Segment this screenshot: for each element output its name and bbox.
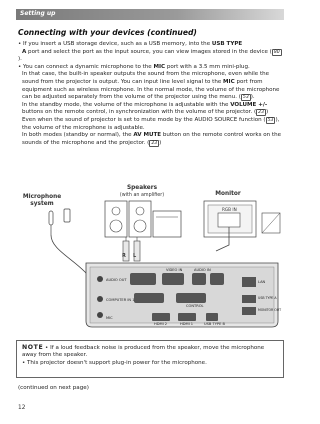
monitor-icon [204,201,280,237]
page-title: Connecting with your devices (continued) [18,28,197,37]
page-ref-icon[interactable]: 80 [273,49,280,55]
r-label: R [122,253,126,259]
continued-note: (continued on next page) [18,385,89,391]
page-ref-icon[interactable]: 53 [242,95,249,101]
paragraph-mic-detail: In that case, the built-in speaker outputs the sound from the microphone, even while the sound from the projector is output. You can input line level signal to the MIC port from equipment such as wireless microphone. In the normal mode, the volume of the microphone can be adjusted separately from the volume of the projector using the menu. ( 53 ). [22,71,280,101]
page-number: 12 [18,405,26,411]
control-label: CONTROL [186,304,204,308]
usb-type-a-label: USB TYPE A [258,296,277,300]
page-ref-icon[interactable]: 53 [267,117,274,123]
paragraph-usb: • If you insert a USB storage device, such as a USB memory, into the USB TYPE A port and select the port as the input source, you can view images stored in the device ( 80). [18,41,280,63]
body-text [18,41,284,147]
note-box [16,340,284,378]
lan-label: LAN [258,280,266,284]
microphone-label: Microphone system [22,194,62,207]
mic-label: MIC [106,316,113,320]
paragraph-standby: In the standby mode, the volume of the microphone is adjustable with the VOLUME +/- buttons on the remote control, in synchronization with the volume of the projector. ( 23 ) [22,101,269,116]
video-in-label: VIDEO IN [166,268,183,272]
speakers-label: Speakers (with an amplifier) [119,185,165,198]
computer-in-label: COMPUTER IN 1 [106,298,135,302]
page-ref-icon[interactable]: 23 [258,110,264,116]
hdmi2-label: HDMI 2 [154,322,168,326]
section-header-bar [16,9,284,20]
diagram-graphics [16,183,286,333]
note-line-2: • This projector doesn't support plug-in power for the microphone. [22,359,207,366]
usb-type-b-label: USB TYPE B [204,322,225,326]
connection-diagram [16,183,286,333]
paragraph-av-mute: In both modes (standby or normal), the AV MUTE button on the remote control works on the sounds of the microphone and the projector. ( 23 ) [22,132,281,146]
paragraph-mute: Even when the sound of projector is set to mute mode by the AUDIO SOURCE function ( 53 ), the volume of the microphone is adjustable. [22,116,280,131]
rgb-in-label: RGB IN [222,207,237,212]
audio-out-label: AUDIO OUT [106,278,127,282]
speakers-icon [105,201,181,237]
monitor-out-label: MONITOR OUT [258,308,282,312]
monitor-label: Monitor [215,191,241,197]
projector-panel [86,263,278,327]
hdmi1-label: HDMI 1 [180,322,194,326]
audio-in-label: AUDIO IN [194,268,211,272]
note-line-1: • If a loud feedback noise is produced from the speaker, move the microphone away from the speaker. [22,345,265,359]
section-header-label: Setting up [20,10,56,17]
note-tag: NOTE [22,344,44,351]
page-ref-icon[interactable]: 23 [151,140,158,146]
l-label: L [133,253,137,259]
paragraph-mic: • You can connect a dynamic microphone to the MIC port with a 3.5 mm mini-plug. [18,63,250,70]
